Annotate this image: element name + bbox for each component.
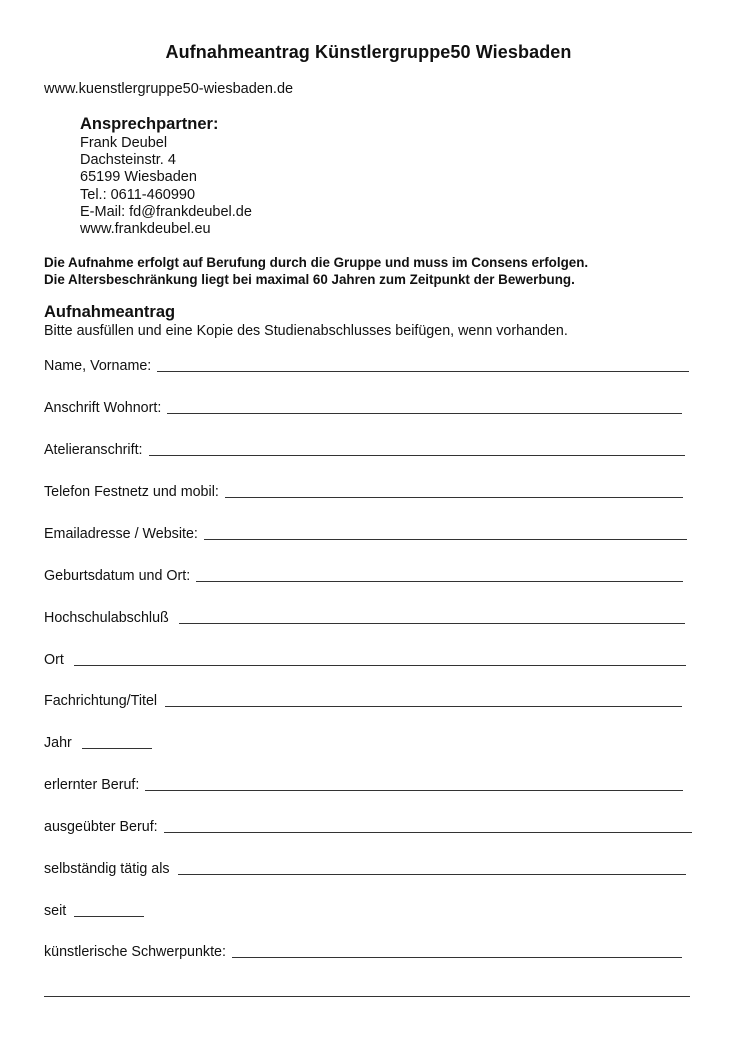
field-label: Telefon Festnetz und mobil: xyxy=(44,484,219,500)
field-label: Hochschulabschluß xyxy=(44,610,169,626)
page-title: Aufnahmeantrag Künstlergruppe50 Wiesbaden xyxy=(165,42,572,62)
contact-website[interactable]: www.frankdeubel.eu xyxy=(80,221,211,238)
artistic-focus-continuation-line[interactable] xyxy=(44,996,690,997)
name-input-line[interactable] xyxy=(157,371,689,372)
field-email-website xyxy=(44,525,687,543)
notice-line-2: Die Altersbeschränkung liegt bei maximal 60 Jahren zum Zeitpunkt der Bewerbung. xyxy=(44,272,575,287)
field-label: Anschrift Wohnort: xyxy=(44,400,162,416)
group-website-link[interactable]: www.kuenstlergruppe50-wiesbaden.de xyxy=(44,81,294,97)
field-birth xyxy=(44,567,683,585)
field-label: Emailadresse / Website: xyxy=(44,526,198,542)
field-learned-profession xyxy=(44,776,683,794)
birth-input-line[interactable] xyxy=(196,581,683,582)
field-label: seit xyxy=(44,903,67,919)
field-self-employed xyxy=(44,860,686,878)
contact-street: Dachsteinstr. 4 xyxy=(80,152,176,169)
field-degree xyxy=(44,609,685,627)
degree-input-line[interactable] xyxy=(179,623,685,624)
field-label: künstlerische Schwerpunkte: xyxy=(44,944,226,960)
contact-name: Frank Deubel xyxy=(80,135,168,151)
field-label: Ort xyxy=(44,652,64,668)
field-year xyxy=(44,734,152,752)
notice-line-1: Die Aufnahme erfolgt auf Berufung durch die Gruppe und muss im Consens erfolgen. xyxy=(44,255,589,270)
admission-notice xyxy=(44,254,588,288)
field-artistic-focus xyxy=(44,943,682,961)
field-label: selbständig tätig als xyxy=(44,861,170,877)
field-since xyxy=(44,902,144,920)
year-input-line[interactable] xyxy=(82,748,152,749)
place-input-line[interactable] xyxy=(74,665,686,666)
artistic-focus-input-line[interactable] xyxy=(232,957,682,958)
field-label: Jahr xyxy=(44,735,72,751)
contact-city: 65199 Wiesbaden xyxy=(80,169,197,186)
since-input-line[interactable] xyxy=(74,916,144,917)
form-instruction: Bitte ausfüllen und eine Kopie des Studienabschlusses beifügen, wenn vorhanden. xyxy=(44,323,568,339)
field-label: Name, Vorname: xyxy=(44,358,152,374)
contact-email[interactable]: E-Mail: fd@frankdeubel.de xyxy=(80,203,252,220)
field-label: Fachrichtung/Titel xyxy=(44,693,158,709)
contact-phone: Tel.: 0611-460990 xyxy=(80,186,196,203)
learned-profession-input-line[interactable] xyxy=(145,790,683,791)
field-subject-title xyxy=(44,692,682,710)
contact-heading: Ansprechpartner: xyxy=(80,115,219,133)
field-current-profession xyxy=(44,818,692,836)
email-website-input-line[interactable] xyxy=(204,539,687,540)
field-studio-address xyxy=(44,441,685,459)
field-label: Atelieranschrift: xyxy=(44,442,143,458)
field-label: ausgeübter Beruf: xyxy=(44,819,158,835)
phone-input-line[interactable] xyxy=(225,497,683,498)
field-name xyxy=(44,357,689,375)
form-heading: Aufnahmeantrag xyxy=(44,303,176,321)
field-address xyxy=(44,399,682,417)
field-label: Geburtsdatum und Ort: xyxy=(44,568,191,584)
contact-block xyxy=(80,115,252,238)
self-employed-input-line[interactable] xyxy=(178,874,686,875)
address-input-line[interactable] xyxy=(167,413,682,414)
subject-title-input-line[interactable] xyxy=(165,706,682,707)
field-phone xyxy=(44,483,683,501)
studio-address-input-line[interactable] xyxy=(149,455,685,456)
field-place xyxy=(44,651,686,669)
current-profession-input-line[interactable] xyxy=(164,832,692,833)
field-label: erlernter Beruf: xyxy=(44,777,140,793)
